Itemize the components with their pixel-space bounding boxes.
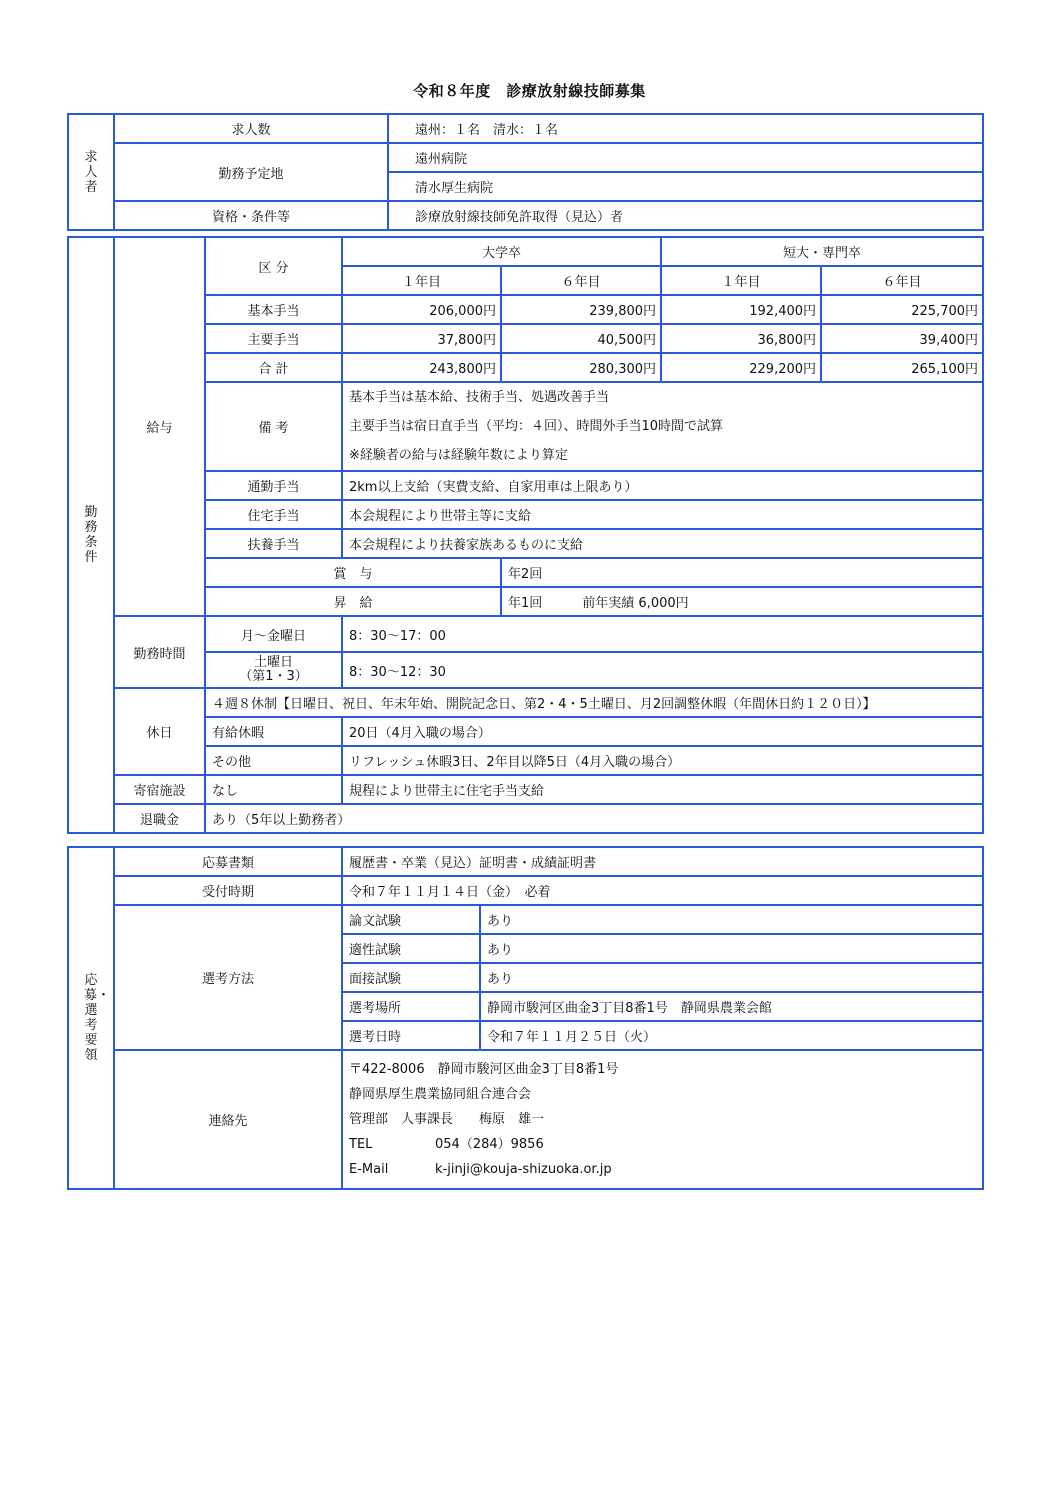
salary-cell: 280,300円 [501, 353, 661, 382]
selection-item-label: 面接試験 [342, 963, 480, 992]
dorm-label: 寄宿施設 [114, 775, 205, 804]
selection-item-label: 論文試験 [342, 905, 480, 934]
remarks-cell [342, 382, 983, 471]
remark-line: 主要手当は宿日直手当（平均：４回）、時間外手当10時間で試算 [349, 419, 724, 434]
paid-leave-label: 有給休暇 [205, 717, 342, 746]
row-label: 基本手当 [205, 295, 342, 324]
contact-email: E-Mail k-jinji@kouja-shizuoka.or.jp [349, 1162, 612, 1177]
salary-cell: 36,800円 [661, 324, 821, 353]
selection-item-value: 静岡市駿河区曲金3丁目8番1号 静岡県農業会館 [480, 992, 983, 1021]
contact-tel: TEL 054（284）9856 [349, 1137, 544, 1152]
bonus-value: 年2回 [501, 558, 983, 587]
retirement-label: 退職金 [114, 804, 205, 833]
salary-cell: 206,000円 [342, 295, 501, 324]
bonus-label: 賞 与 [205, 558, 501, 587]
application-table [67, 846, 984, 1190]
location-enshu: 遠州病院 [388, 143, 983, 172]
salary-row-base [68, 295, 983, 324]
salary-cell: 39,400円 [821, 324, 983, 353]
recruiter-section-header: 求人者 [68, 114, 114, 230]
commute-value: 2km以上支給（実費支給、自家用車は上限あり） [342, 471, 983, 500]
selection-item-value: あり [480, 934, 983, 963]
commute-label: 通勤手当 [205, 471, 342, 500]
remark-line: ※経験者の給与は経験年数により算定 [349, 448, 568, 463]
selection-item-value: あり [480, 905, 983, 934]
contact-label: 連絡先 [114, 1050, 342, 1189]
deadline-label: 受付時期 [114, 876, 342, 905]
salary-cell: 243,800円 [342, 353, 501, 382]
salary-row-main [68, 324, 983, 353]
selection-item-label: 適性試験 [342, 934, 480, 963]
salary-row-total [68, 353, 983, 382]
email-link[interactable]: k-jinji@kouja-shizuoka.or.jp [435, 1162, 612, 1177]
qualification-label: 資格・条件等 [114, 201, 388, 230]
application-section-header: 応募・選考要領 [68, 847, 114, 1189]
salary-cell: 37,800円 [342, 324, 501, 353]
housing-label: 住宅手当 [205, 500, 342, 529]
retirement-value: あり（5年以上勤務者） [205, 804, 983, 833]
contact-cell [342, 1050, 983, 1189]
page-title: 令和８年度 診療放射線技師募集 [413, 82, 646, 100]
year-header: ６年目 [501, 266, 661, 295]
salary-cell: 265,100円 [821, 353, 983, 382]
row-label: 主要手当 [205, 324, 342, 353]
dorm-note: 規程により世帯主に住宅手当支給 [342, 775, 983, 804]
headcount-label: 求人数 [114, 114, 388, 143]
raise-label: 昇 給 [205, 587, 501, 616]
recruiter-table [67, 113, 984, 231]
deadline-value: 令和７年１１月１４日（金） 必着 [342, 876, 983, 905]
remarks-label: 備 考 [205, 382, 342, 471]
documents-label: 応募書類 [114, 847, 342, 876]
college-header: 短大・専門卒 [661, 237, 983, 266]
location-shimizu: 清水厚生病院 [388, 172, 983, 201]
dependent-value: 本会規程により扶養家族あるものに支給 [342, 529, 983, 558]
location-label: 勤務予定地 [114, 143, 388, 201]
year-header: １年目 [661, 266, 821, 295]
selection-item-value: 令和７年１１月２５日（火） [480, 1021, 983, 1050]
dependent-label: 扶養手当 [205, 529, 342, 558]
headcount-value: 遠州：１名 清水：１名 [388, 114, 983, 143]
row-label: 合 計 [205, 353, 342, 382]
salary-cell: 225,700円 [821, 295, 983, 324]
holiday-label: 休日 [114, 688, 205, 775]
raise-note: 前年実績 6,000円 [582, 596, 689, 611]
housing-value: 本会規程により世帯主等に支給 [342, 500, 983, 529]
selection-item-label: 選考場所 [342, 992, 480, 1021]
paid-leave-value: 20日（4月入職の場合） [342, 717, 983, 746]
hours-label: 勤務時間 [114, 616, 205, 688]
weekday-value: 8：30～17：00 [342, 616, 983, 652]
conditions-section-header: 勤務条件 [68, 237, 114, 833]
salary-cell: 239,800円 [501, 295, 661, 324]
salary-label: 給与 [114, 237, 205, 616]
raise-cell [501, 587, 983, 616]
saturday-value: 8：30～12：30 [342, 652, 983, 688]
qualification-value: 診療放射線技師免許取得（見込）者 [388, 201, 983, 230]
other-leave-label: その他 [205, 746, 342, 775]
salary-cell: 229,200円 [661, 353, 821, 382]
weekday-label: 月～金曜日 [205, 616, 342, 652]
holiday-value: ４週８休制【日曜日、祝日、年末年始、開院記念日、第2・4・5土曜日、月2回調整休暇（年間休日約１２０日）】 [205, 688, 983, 717]
contact-address: 〒422-8006 静岡市駿河区曲金3丁目8番1号 [349, 1062, 619, 1077]
selection-label: 選考方法 [114, 905, 342, 1050]
salary-cell: 192,400円 [661, 295, 821, 324]
selection-item-value: あり [480, 963, 983, 992]
raise-value: 年1回 [508, 596, 543, 611]
salary-cell: 40,500円 [501, 324, 661, 353]
contact-org: 静岡県厚生農業協同組合連合会 [349, 1087, 532, 1102]
conditions-table [67, 236, 984, 834]
other-leave-value: リフレッシュ休暇3日、2年目以降5日（4月入職の場合） [342, 746, 983, 775]
selection-item-label: 選考日時 [342, 1021, 480, 1050]
remark-line: 基本手当は基本給、技術手当、処遇改善手当 [349, 390, 610, 405]
year-header: １年目 [342, 266, 501, 295]
dorm-value: なし [205, 775, 342, 804]
year-header: ６年目 [821, 266, 983, 295]
contact-person: 管理部 人事課長 梅原 雄一 [349, 1112, 545, 1127]
category-label: 区 分 [205, 237, 342, 295]
saturday-label: 土曜日 （第1・3） [205, 652, 342, 688]
university-header: 大学卒 [342, 237, 661, 266]
documents-value: 履歴書・卒業（見込）証明書・成績証明書 [342, 847, 983, 876]
